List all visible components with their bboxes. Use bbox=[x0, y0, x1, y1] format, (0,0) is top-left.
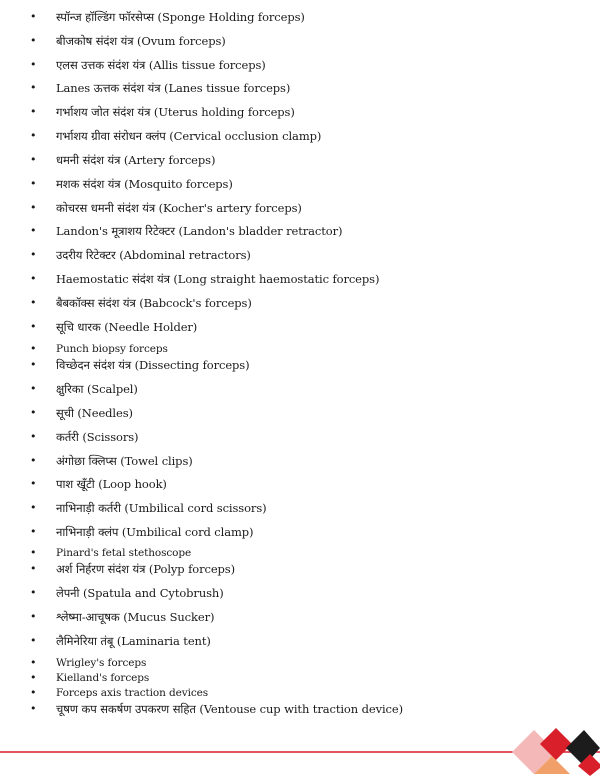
bullet-icon: • bbox=[30, 430, 37, 443]
list-item bbox=[30, 356, 249, 374]
list-item-label: अर्श निर्हरण संदंश यंत्र (Polyp forceps) bbox=[56, 562, 235, 576]
list-item bbox=[30, 8, 305, 26]
list-item bbox=[30, 56, 266, 74]
bullet-icon: • bbox=[30, 296, 37, 309]
list-item bbox=[30, 632, 211, 650]
bullet-icon: • bbox=[30, 525, 37, 538]
list-item-label: एलस उत्तक संदंश यंत्र (Allis tissue forceps) bbox=[56, 58, 266, 72]
list-item-label: नाभिनाड़ी क्लंप (Umbilical cord clamp) bbox=[56, 525, 254, 539]
list-item-label: गर्भाशय जोत संदंश यंत्र (Uterus holding forceps) bbox=[56, 105, 295, 119]
bullet-icon: • bbox=[30, 686, 37, 699]
list-item bbox=[30, 475, 167, 493]
bullet-icon: • bbox=[30, 201, 37, 214]
bullet-icon: • bbox=[30, 58, 37, 71]
list-item bbox=[30, 404, 133, 422]
list-item-label: Kielland's forceps bbox=[56, 672, 150, 684]
list-item bbox=[30, 246, 251, 264]
bullet-icon: • bbox=[30, 671, 37, 684]
list-item-label: नाभिनाड़ी कर्तरी (Umbilical cord scissors) bbox=[56, 501, 267, 515]
list-item-label: Landon's मूत्राशय रिटेक्टर (Landon's bladder retractor) bbox=[56, 224, 343, 238]
bullet-icon: • bbox=[30, 248, 37, 261]
list-item-label: बीजकोष संदंश यंत्र (Ovum forceps) bbox=[56, 34, 226, 48]
bullet-icon: • bbox=[30, 454, 37, 467]
list-item-label: कर्तरी (Scissors) bbox=[56, 430, 139, 444]
list-item-label: Haemostatic संदंश यंत्र (Long straight haemostatic forceps) bbox=[56, 272, 380, 286]
list-item bbox=[30, 608, 214, 626]
bullet-icon: • bbox=[30, 81, 37, 94]
list-item bbox=[30, 499, 267, 517]
bullet-icon: • bbox=[30, 34, 37, 47]
list-item bbox=[30, 294, 252, 312]
list-item bbox=[30, 428, 138, 446]
list-item-label: विच्छेदन संदंश यंत्र (Dissecting forceps) bbox=[56, 358, 250, 372]
bullet-icon: • bbox=[30, 105, 37, 118]
bullet-icon: • bbox=[30, 177, 37, 190]
bullet-icon: • bbox=[30, 382, 37, 395]
list-item-label: सूचि धारक (Needle Holder) bbox=[56, 320, 198, 334]
list-item-label: कोचरस धमनी संदंश यंत्र (Kocher's artery forceps) bbox=[56, 201, 302, 215]
bullet-icon: • bbox=[30, 562, 37, 575]
list-item-label: लेपनी (Spatula and Cytobrush) bbox=[56, 586, 224, 600]
bullet-icon: • bbox=[30, 224, 37, 237]
bullet-icon: • bbox=[30, 656, 37, 669]
list-item-label: बैबकॉक्स संदंश यंत्र (Babcock's forceps) bbox=[56, 296, 252, 310]
list-item-label: Lanes ऊत्तक संदंश यंत्र (Lanes tissue forceps) bbox=[56, 81, 291, 95]
list-item bbox=[30, 199, 302, 217]
list-item bbox=[30, 318, 197, 336]
list-item-label: पाश खूँटी (Loop hook) bbox=[56, 477, 167, 491]
list-item bbox=[30, 700, 403, 718]
bullet-icon: • bbox=[30, 342, 37, 355]
list-item bbox=[30, 452, 193, 470]
bullet-icon: • bbox=[30, 477, 37, 490]
list-item-label: अंगोछा क्लिप्स (Towel clips) bbox=[56, 454, 193, 468]
bullet-icon: • bbox=[30, 634, 37, 647]
bullet-icon: • bbox=[30, 586, 37, 599]
bullet-icon: • bbox=[30, 358, 37, 371]
bullet-icon: • bbox=[30, 546, 37, 559]
list-item bbox=[30, 127, 321, 145]
list-item bbox=[30, 151, 215, 169]
list-item bbox=[30, 523, 253, 541]
list-item-label: उदरीय रिटेक्टर (Abdominal retractors) bbox=[56, 248, 251, 262]
list-item-label: मशक संदंश यंत्र (Mosquito forceps) bbox=[56, 177, 233, 191]
bullet-icon: • bbox=[30, 501, 37, 514]
list-item bbox=[30, 584, 224, 602]
bullet-icon: • bbox=[30, 610, 37, 623]
bullet-icon: • bbox=[30, 702, 37, 715]
bullet-icon: • bbox=[30, 406, 37, 419]
bullet-icon: • bbox=[30, 272, 37, 285]
list-item-label: Punch biopsy forceps bbox=[56, 343, 168, 355]
list-item-label: गर्भाशय ग्रीवा संरोधन क्लंप (Cervical occlusion clamp) bbox=[56, 129, 322, 143]
list-item-label: Wrigley's forceps bbox=[56, 657, 147, 669]
list-item bbox=[30, 270, 379, 288]
list-item bbox=[30, 560, 235, 578]
list-item bbox=[30, 103, 295, 121]
list-item-label: सूची (Needles) bbox=[56, 406, 133, 420]
list-item-label: Pinard's fetal stethoscope bbox=[56, 547, 192, 559]
list-item-label: चूषण कप सकर्षण उपकरण सहित (Ventouse cup with traction device) bbox=[56, 702, 403, 716]
bullet-icon: • bbox=[30, 320, 37, 333]
list-item-label: लैमिनेरिया तंबू (Laminaria tent) bbox=[56, 634, 211, 648]
footer-decoration bbox=[0, 722, 600, 776]
bullet-icon: • bbox=[30, 129, 37, 142]
list-item bbox=[30, 79, 290, 97]
list-item-label: क्षुरिका (Scalpel) bbox=[56, 382, 138, 396]
list-item-label: Forceps axis traction devices bbox=[56, 687, 209, 699]
list-item bbox=[30, 380, 138, 398]
bullet-icon: • bbox=[30, 10, 37, 23]
list-item-label: श्लेष्मा-आचूषक (Mucus Sucker) bbox=[56, 610, 215, 624]
list-item bbox=[30, 32, 226, 50]
list-item bbox=[30, 222, 342, 240]
bullet-icon: • bbox=[30, 153, 37, 166]
list-item bbox=[30, 175, 233, 193]
list-item-label: स्पॉन्ज हॉल्डिंग फॉरसेप्स (Sponge Holding forceps) bbox=[56, 10, 305, 24]
list-item-label: धमनी संदंश यंत्र (Artery forceps) bbox=[56, 153, 216, 167]
